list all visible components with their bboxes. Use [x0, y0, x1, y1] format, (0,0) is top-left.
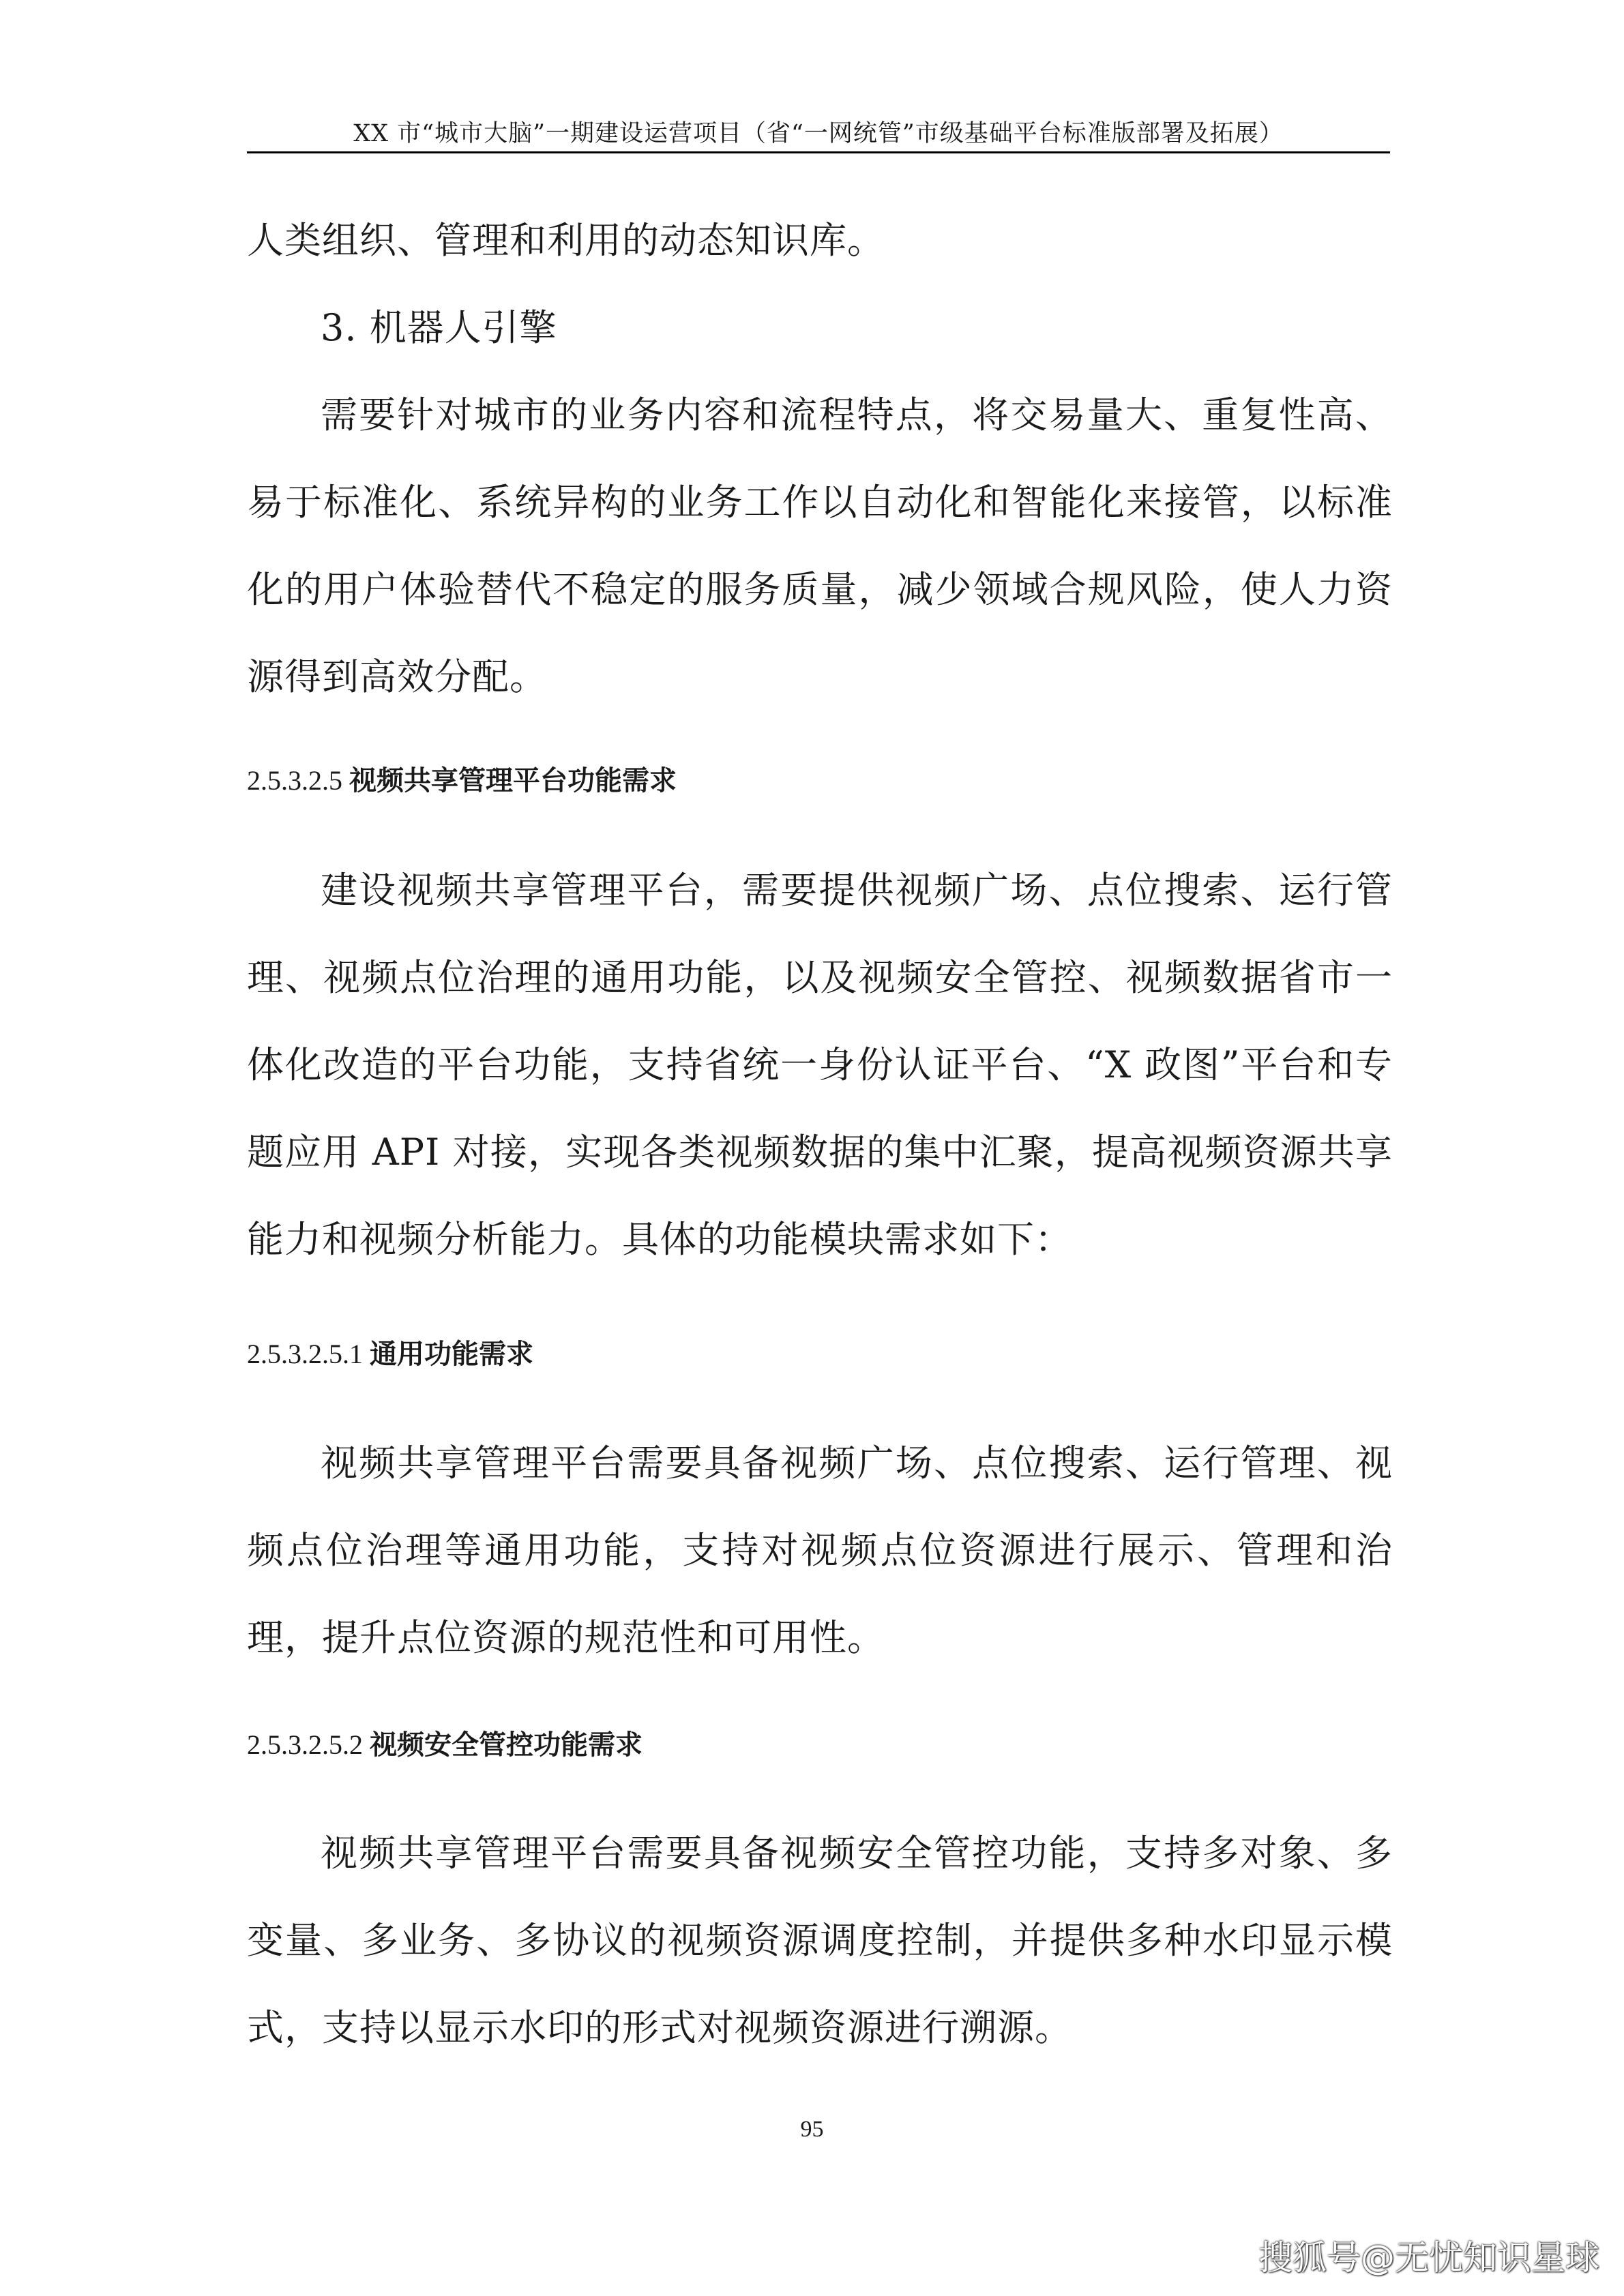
section-number: 2.5.3.2.5 — [247, 765, 349, 796]
text-block-2 — [247, 847, 1393, 1283]
text-block-3 — [247, 1420, 1393, 1682]
watermark-text: 搜狐号@无忧知识星球 — [1258, 2238, 1599, 2278]
paragraph-security-control: 视频共享管理平台需要具备视频安全管控功能，支持多对象、多变量、多业务、多协议的视频资源调度控制，并提供多种水印显示模式，支持以显示水印的形式对视频资源进行溯源。 — [247, 1832, 1393, 2049]
section-title: 视频共享管理平台功能需求 — [349, 764, 677, 796]
paragraph-general-functions: 视频共享管理平台需要具备视频广场、点位搜索、运行管理、视频点位治理等通用功能，支持对视频点位资源进行展示、管理和治理，提升点位资源的规范性和可用性。 — [247, 1442, 1393, 1659]
page-number: 95 — [800, 2117, 824, 2142]
running-header: XX 市“城市大脑”一期建设运营项目（省“一网统管”市级基础平台标准版部署及拓展） — [353, 120, 1284, 147]
section-title: 通用功能需求 — [370, 1338, 533, 1370]
text-block-1 — [247, 197, 1393, 721]
subheading-robot-engine: 3. 机器人引擎 — [321, 306, 557, 349]
text-block-4 — [247, 1810, 1393, 2072]
section-title: 视频安全管控功能需求 — [370, 1729, 643, 1761]
section-heading-security-control — [247, 1723, 643, 1762]
paragraph-robot-engine: 需要针对城市的业务内容和流程特点，将交易量大、重复性高、易于标准化、系统异构的业务工作以自动化和智能化来接管，以标准化的用户体验替代不稳定的服务质量，减少领域合规风险，使人力资源得到高效分配。 — [247, 393, 1393, 698]
paragraph-video-platform: 建设视频共享管理平台，需要提供视频广场、点位搜索、运行管理、视频点位治理的通用功能，以及视频安全管控、视频数据省市一体化改造的平台功能，支持省统一身份认证平台、“X 政图”平台和专题应用 API 对接，实现各类视频数据的集中汇聚，提高视频资源共享能力和视频分析能力。具体的功能模块需求如下： — [247, 869, 1393, 1261]
section-number: 2.5.3.2.5.1 — [247, 1339, 370, 1369]
header-rule — [247, 151, 1390, 153]
section-heading-video-sharing — [247, 759, 677, 798]
paragraph-continued: 人类组织、管理和利用的动态知识库。 — [247, 219, 885, 262]
section-heading-general-functions — [247, 1332, 533, 1371]
section-number: 2.5.3.2.5.2 — [247, 1729, 370, 1760]
